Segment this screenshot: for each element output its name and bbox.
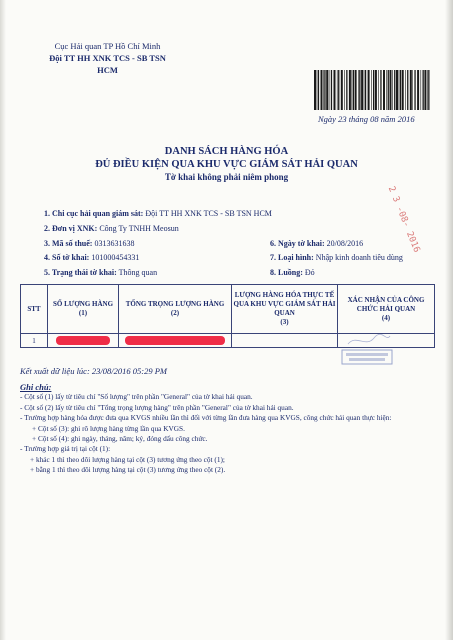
cell-stt: 1 bbox=[21, 334, 48, 348]
redaction-mark bbox=[56, 336, 110, 345]
note-item: + bằng 1 thì theo dõi lượng hàng tại cột (3) tương ứng theo cột (2). bbox=[30, 465, 226, 475]
issue-date: Ngày 23 tháng 08 năm 2016 bbox=[318, 114, 415, 124]
redaction-mark bbox=[125, 336, 225, 345]
header-actual-goods: LƯỢNG HÀNG HÓA THỰC TẾ QUA KHU VỰC GIÁM SÁT HẢI QUAN (3) bbox=[232, 285, 338, 334]
note-item: + khác 1 thì theo dõi lượng hàng tại cột (3) tương ứng theo cột (1); bbox=[30, 454, 225, 464]
agency-line-1: Cục Hải quan TP Hồ Chí Minh bbox=[54, 41, 161, 51]
doc-subtitle: ĐỦ ĐIỀU KIỆN QUA KHU VỰC GIÁM SÁT HẢI QUAN bbox=[95, 159, 358, 170]
note-item: - Cột số (2) lấy từ tiêu chí "Tổng trọng lượng hàng" trên phần "General" của tờ khai hải quan. bbox=[20, 402, 294, 412]
field-status: 5. Trạng thái tờ khai: Thông quan bbox=[44, 268, 158, 277]
field-declaration-date: 6. Ngày tờ khai: 20/08/2016 bbox=[270, 239, 364, 248]
agency-line-2: Đội TT HH XNK TCS - SB TSN bbox=[49, 53, 166, 63]
header-total-weight: TỔNG TRỌNG LƯỢNG HÀNG (2) bbox=[119, 285, 232, 334]
agency-line-3: HCM bbox=[97, 65, 118, 75]
notes-section bbox=[20, 382, 438, 476]
scan-edge-right bbox=[445, 0, 453, 640]
field-declaration-number: 4. Số tờ khai: 101000454331 bbox=[44, 253, 140, 262]
date-stamp: 2 3 -08- 2016 bbox=[385, 185, 422, 255]
field-importer: 2. Đơn vị XNK: Công Ty TNHH Meosun bbox=[44, 224, 179, 233]
note-item: - Trường hợp hàng hóa được đưa qua KVGS nhiều lần thì đối với từng lần đưa hàng qua KVGS, công chức hải quan thực hiện: bbox=[20, 413, 392, 423]
officer-stamp-image bbox=[340, 330, 394, 370]
field-type: 7. Loại hình: Nhập kinh doanh tiêu dùng bbox=[270, 253, 403, 262]
export-timestamp: Kết xuất dữ liệu lúc: 23/08/2016 05:29 PM bbox=[20, 366, 167, 376]
field-channel: 8. Luồng: Đỏ bbox=[270, 268, 315, 277]
barcode-image bbox=[313, 70, 431, 110]
notes-heading: Ghi chú: bbox=[20, 382, 52, 392]
agency-header bbox=[20, 40, 195, 76]
cell-weight-redacted bbox=[119, 334, 232, 348]
doc-title: DANH SÁCH HÀNG HÓA bbox=[164, 146, 289, 157]
doc-subtitle-2: Tờ khai không phải niêm phong bbox=[164, 172, 289, 182]
header-stt: STT bbox=[21, 285, 48, 334]
note-item: - Cột số (1) lấy từ tiêu chí "Số lượng" trên phần "General" của tờ khai hải quan. bbox=[20, 392, 253, 402]
note-item: + Cột số (4): ghi ngày, tháng, năm; ký, đóng dấu công chức. bbox=[32, 434, 208, 444]
scan-edge-left bbox=[0, 0, 6, 640]
note-item: + Cột số (3): ghi rõ lượng hàng từng lần qua KVGS. bbox=[32, 423, 185, 433]
field-tax-code: 3. Mã số thuế: 0313631638 bbox=[44, 239, 135, 248]
cell-actual-goods bbox=[232, 334, 338, 348]
note-item: - Trường hợp giá trị tại cột (1): bbox=[20, 444, 111, 454]
header-officer-confirmation: XÁC NHẬN CỦA CÔNG CHỨC HẢI QUAN (4) bbox=[338, 285, 435, 334]
table-header-row bbox=[21, 285, 435, 334]
cell-quantity-redacted bbox=[48, 334, 119, 348]
field-customs-branch: 1. Chi cục hải quan giám sát: Đội TT HH XNK TCS - SB TSN HCM bbox=[44, 209, 272, 218]
header-quantity: SỐ LƯỢNG HÀNG (1) bbox=[48, 285, 119, 334]
